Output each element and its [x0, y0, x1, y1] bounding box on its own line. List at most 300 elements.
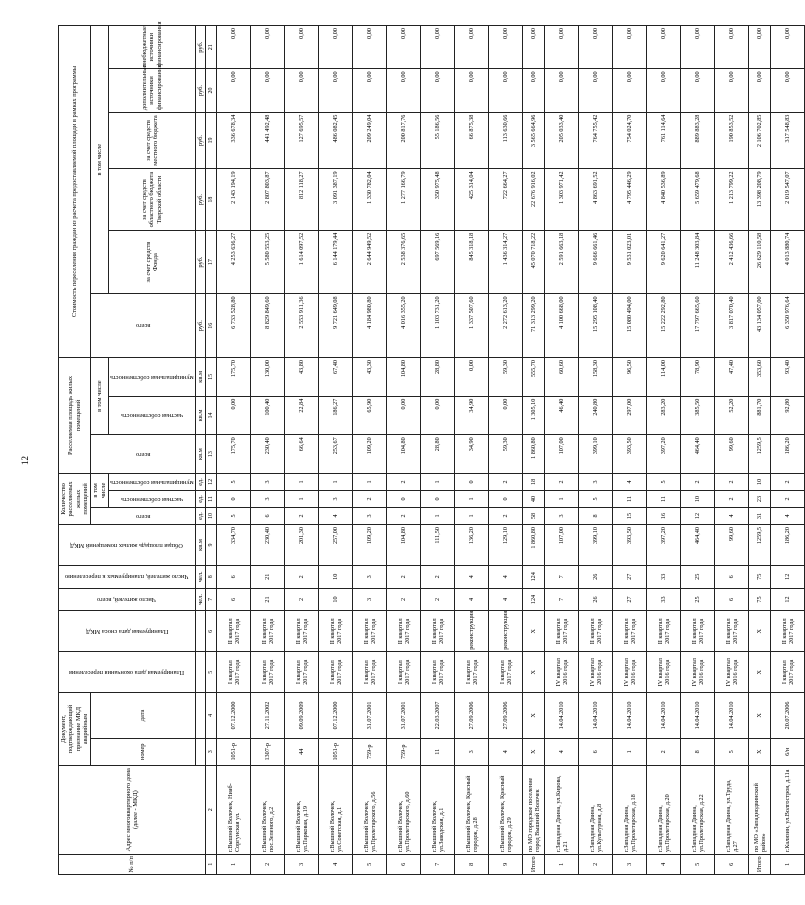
- table-cell: 3: [545, 507, 579, 524]
- table-cell: IV квартал 2016 года: [579, 652, 613, 693]
- table-cell: 26 629 110,58: [749, 230, 771, 294]
- table-cell: 297,00: [613, 396, 647, 435]
- table-cell: 5: [715, 738, 749, 765]
- table-row: [285, 26, 319, 875]
- table-cell: 60,60: [545, 358, 579, 397]
- header-qty-rooms: Количество расселяемых жилых помещений: [59, 473, 91, 524]
- table-cell: 2 272 613,20: [489, 294, 523, 358]
- table-cell: 2: [489, 473, 523, 490]
- table-body: [206, 26, 805, 875]
- table-cell: 8: [579, 507, 613, 524]
- table-cell: 2 591 663,18: [545, 230, 579, 294]
- table-cell: 12: [771, 565, 805, 588]
- table-cell: 845 318,18: [455, 230, 489, 294]
- table-cell: 2 412 436,66: [715, 230, 749, 294]
- table-cell: 07.12.2000: [217, 693, 251, 738]
- table-row: [613, 26, 647, 875]
- header-area-incl: в том числе: [91, 358, 109, 435]
- table-cell: 1051-р: [319, 738, 353, 765]
- table-cell: 722 664,27: [489, 169, 523, 230]
- table-cell: 0,00: [489, 396, 523, 435]
- table-cell: 71 313 299,20: [523, 294, 545, 358]
- table-cell: 25: [681, 565, 715, 588]
- unit-units-11: ед.: [195, 490, 205, 507]
- header-area-total: всего: [91, 435, 195, 474]
- unit-blank-3: [195, 738, 205, 765]
- table-cell: 10: [681, 490, 715, 507]
- table-cell: 11: [613, 490, 647, 507]
- column-number: 1: [206, 854, 217, 874]
- column-number: 12: [206, 473, 217, 490]
- table-cell: 3: [319, 490, 353, 507]
- table-cell: 1307-р: [251, 738, 285, 765]
- table-cell: по МО «Западнодвинский район»: [749, 765, 771, 854]
- header-doc-number: номер: [91, 738, 195, 765]
- table-cell: 0,00: [771, 26, 805, 69]
- unit-units-10: ед.: [195, 507, 205, 524]
- table-cell: 0,00: [749, 69, 771, 112]
- table-cell: 92,80: [771, 396, 805, 435]
- table-cell: 0,00: [387, 26, 421, 69]
- table-cell: 22 676 916,02: [523, 169, 545, 230]
- table-cell: 1 213 799,22: [715, 169, 749, 230]
- table-cell: 114,00: [647, 358, 681, 397]
- table-cell: 0,00: [579, 26, 613, 69]
- table-cell: II квартал 2017 года: [613, 611, 647, 652]
- table-cell: 33: [647, 588, 681, 611]
- table-cell: I квартал 2017 года: [217, 652, 251, 693]
- table-cell: 2 807 803,87: [251, 169, 285, 230]
- table-cell: 47,40: [715, 358, 749, 397]
- table-cell: 3 565 664,96: [523, 112, 545, 169]
- table-cell: 0,00: [613, 26, 647, 69]
- table-cell: 3: [353, 507, 387, 524]
- table-cell: г.Западная Двина, ул.Пролетарская, д.18: [613, 765, 647, 854]
- table-cell: 3: [613, 854, 647, 874]
- column-number: 7: [206, 588, 217, 611]
- table-cell: 4 253 636,27: [217, 230, 251, 294]
- table-cell: 6 350 976,64: [771, 294, 805, 358]
- table-cell: 44: [285, 738, 319, 765]
- table-cell: 34,90: [455, 435, 489, 474]
- table-cell: 2: [715, 473, 749, 490]
- header-area-private: частная собственность: [109, 396, 196, 435]
- table-cell: реконструкция: [489, 611, 523, 652]
- table-cell: 1 277 166,79: [387, 169, 421, 230]
- table-cell: 4: [319, 507, 353, 524]
- table-cell: 6: [715, 854, 749, 874]
- table-cell: 2: [545, 473, 579, 490]
- table-cell: 124: [523, 588, 545, 611]
- table-cell: г.Калязин, ул.Волгостроя, д.11а: [771, 765, 805, 854]
- table-cell: II квартал 2017 года: [251, 611, 285, 652]
- table-cell: 26: [579, 588, 613, 611]
- table-cell: г.Западная Двина, ул.Труда, д.27: [715, 765, 749, 854]
- table-cell: 761 114,64: [647, 112, 681, 169]
- table-cell: 58: [523, 507, 545, 524]
- table-cell: 0,00: [489, 69, 523, 112]
- table-cell: 1259,5: [749, 435, 771, 474]
- header-cost-extra2: внебюджетные источники финансирования: [109, 26, 196, 69]
- table-cell: 3: [285, 854, 319, 874]
- table-cell: 3: [251, 490, 285, 507]
- table-cell: 2: [715, 490, 749, 507]
- table-cell: 14.04.2010: [715, 693, 749, 738]
- table-cell: 1051-р: [217, 738, 251, 765]
- unit-rub-16: руб.: [195, 294, 205, 358]
- column-number: 2: [206, 765, 217, 854]
- table-cell: 190 853,52: [715, 112, 749, 169]
- column-number: 11: [206, 490, 217, 507]
- table-cell: 78,90: [681, 358, 715, 397]
- total-row: [749, 26, 771, 875]
- table-cell: 8: [455, 854, 489, 874]
- table-cell: 43,30: [353, 358, 387, 397]
- column-number: 5: [206, 652, 217, 693]
- table-cell: 2: [387, 473, 421, 490]
- table-cell: 1: [353, 473, 387, 490]
- unit-people-8: чел.: [195, 565, 205, 588]
- table-cell: 0,00: [421, 26, 455, 69]
- table-cell: 31: [749, 507, 771, 524]
- table-cell: II квартал 2017 года: [387, 611, 421, 652]
- header-cost-incl: в том числе: [91, 26, 109, 294]
- table-cell: 13 398 208,79: [749, 169, 771, 230]
- table-cell: 889 883,28: [681, 112, 715, 169]
- column-number: 6: [206, 611, 217, 652]
- column-number: 20: [206, 69, 217, 112]
- table-cell: 2 553 911,36: [285, 294, 319, 358]
- table-cell: 1 305,10: [523, 396, 545, 435]
- table-cell: 15 080 494,00: [613, 294, 647, 358]
- table-cell: 4: [647, 854, 681, 874]
- table-cell: 385,50: [681, 396, 715, 435]
- table-cell: IV квартал 2016 года: [613, 652, 647, 693]
- unit-rub-19: руб.: [195, 112, 205, 169]
- table-row: [455, 26, 489, 875]
- table-row: [489, 26, 523, 875]
- table-cell: 130,00: [251, 358, 285, 397]
- header-demolish-date: Планируемая дата сноса МКД: [59, 611, 196, 652]
- table-cell: 0,00: [715, 26, 749, 69]
- column-number: 18: [206, 169, 217, 230]
- table-cell: 0,00: [421, 396, 455, 435]
- table-cell: 230,40: [251, 525, 285, 566]
- header-residents-planned: Число жителей, планируемых к переселению: [59, 565, 196, 588]
- table-cell: 0,00: [545, 26, 579, 69]
- table-cell: 1 860,80: [523, 525, 545, 566]
- resettlement-table: [58, 21, 805, 875]
- table-cell: 4: [613, 473, 647, 490]
- table-cell: г.Вышний Волочек, Красный городок, д.29: [489, 765, 523, 854]
- table-cell: X: [523, 693, 545, 738]
- table-cell: 0,00: [523, 69, 545, 112]
- unit-sqm-9: кв.м: [195, 525, 205, 566]
- table-cell: 5 580 553,25: [251, 230, 285, 294]
- table-cell: 15: [613, 507, 647, 524]
- header-area-municipal: муниципальная собственность: [109, 358, 196, 397]
- header-cost-local: за счет средств местного бюджета: [109, 112, 196, 169]
- table-cell: 17 797 665,60: [681, 294, 715, 358]
- table-cell: 393,50: [613, 525, 647, 566]
- table-cell: 764 755,42: [579, 112, 613, 169]
- table-cell: 14.04.2010: [545, 693, 579, 738]
- table-cell: I квартал 2017 года: [455, 652, 489, 693]
- header-doc-date: дата: [91, 693, 195, 738]
- table-cell: по МО городское поселение город Вышний Волочек: [523, 765, 545, 854]
- table-cell: 3: [251, 473, 285, 490]
- table-cell: 27.09.2006: [489, 693, 523, 738]
- total-row: [523, 26, 545, 875]
- table-cell: II квартал 2017 года: [353, 611, 387, 652]
- table-cell: 107,00: [545, 525, 579, 566]
- table-cell: 1: [545, 490, 579, 507]
- table-cell: 397,20: [647, 435, 681, 474]
- table-cell: 0: [217, 490, 251, 507]
- table-cell: 6: [217, 565, 251, 588]
- table-cell: г.Западная Двина, ул.Пролетарская, д.22: [681, 765, 715, 854]
- table-cell: 4: [489, 738, 523, 765]
- table-cell: 5: [579, 490, 613, 507]
- table-cell: 186,20: [771, 435, 805, 474]
- table-cell: 283,20: [647, 396, 681, 435]
- header-row-sub: [91, 26, 109, 875]
- table-cell: 205 033,40: [545, 112, 579, 169]
- table-cell: 5: [353, 854, 387, 874]
- table-cell: 109,20: [353, 435, 387, 474]
- table-cell: 759-р: [387, 738, 421, 765]
- table-cell: I квартал 2017 года: [285, 652, 319, 693]
- table-cell: 14.04.2010: [647, 693, 681, 738]
- table-cell: 67,40: [319, 358, 353, 397]
- header-total-area: Общая площадь жилых помещений МКД: [59, 525, 196, 566]
- column-number: 21: [206, 26, 217, 69]
- table-cell: 555,70: [523, 358, 545, 397]
- unit-blank-4: [195, 693, 205, 738]
- table-cell: 336 678,34: [217, 112, 251, 169]
- table-cell: 4: [489, 565, 523, 588]
- table-cell: IV квартал 2016 года: [715, 652, 749, 693]
- table-cell: 0,00: [771, 69, 805, 112]
- table-cell: 1 337 507,60: [455, 294, 489, 358]
- table-cell: 59,30: [489, 358, 523, 397]
- table-cell: 104,80: [387, 358, 421, 397]
- table-cell: 22,84: [285, 396, 319, 435]
- table-cell: 812 118,27: [285, 169, 319, 230]
- table-cell: 0,00: [217, 69, 251, 112]
- table-cell: Итого: [523, 854, 545, 874]
- unit-sqm-15: кв.м: [195, 358, 205, 397]
- table-cell: 2 106 702,85: [749, 112, 771, 169]
- column-number: 13: [206, 435, 217, 474]
- table-cell: 16: [647, 507, 681, 524]
- table-cell: 4: [455, 588, 489, 611]
- table-cell: 8 829 849,60: [251, 294, 285, 358]
- table-cell: 425 314,04: [455, 169, 489, 230]
- table-cell: 175,70: [217, 358, 251, 397]
- table-cell: 31.07.2001: [387, 693, 421, 738]
- table-row: [771, 26, 805, 875]
- table-cell: г.Вышний Волочек, ул.Заводская, д.1: [421, 765, 455, 854]
- table-cell: г.Вышний Волочек, ул.Пролетарского, д.56: [353, 765, 387, 854]
- table-cell: 1: [771, 854, 805, 874]
- table-cell: 0: [489, 490, 523, 507]
- header-area-rooms: Расселяемая площадь жилых помещений: [59, 358, 91, 474]
- header-cost-extra: дополнительные источники финансирования: [109, 69, 196, 112]
- header-qty-private: частная собственность: [109, 490, 196, 507]
- table-cell: 2: [387, 588, 421, 611]
- table-cell: 441 492,48: [251, 112, 285, 169]
- table-cell: 1: [545, 854, 579, 874]
- table-cell: I квартал 2017 года: [489, 652, 523, 693]
- table-cell: 2: [285, 565, 319, 588]
- table-cell: 399,10: [579, 435, 613, 474]
- table-cell: 5: [217, 473, 251, 490]
- table-cell: IV квартал 2016 года: [545, 652, 579, 693]
- table-cell: 9 620 641,27: [647, 230, 681, 294]
- table-cell: 464,40: [681, 525, 715, 566]
- column-number: 17: [206, 230, 217, 294]
- table-cell: 2: [387, 507, 421, 524]
- table-cell: 399,10: [579, 525, 613, 566]
- header-cost: Стоимость переселения граждан из расчета предоставляемой площади в рамках программы: [59, 26, 91, 358]
- header-address: Адрес многоквартирного дома (далее - МКД): [59, 765, 206, 854]
- table-cell: 96,50: [613, 358, 647, 397]
- column-number-row: [206, 26, 217, 875]
- table-cell: X: [749, 693, 771, 738]
- table-cell: 253,67: [319, 435, 353, 474]
- table-cell: 2: [251, 854, 285, 874]
- table-cell: 27: [613, 565, 647, 588]
- column-number: 9: [206, 525, 217, 566]
- table-cell: 6: [715, 565, 749, 588]
- table-cell: 0,00: [387, 396, 421, 435]
- column-number: 10: [206, 507, 217, 524]
- table-cell: 1: [421, 507, 455, 524]
- table-cell: 10: [749, 473, 771, 490]
- table-cell: 127 695,57: [285, 112, 319, 169]
- table-cell: 21: [251, 565, 285, 588]
- table-cell: 0,00: [217, 396, 251, 435]
- table-cell: 1: [455, 507, 489, 524]
- table-row: [353, 26, 387, 875]
- table-cell: 397,20: [647, 525, 681, 566]
- header-qty-total: всего: [91, 507, 195, 524]
- table-cell: 0,00: [285, 26, 319, 69]
- table-cell: 2 019 547,07: [771, 169, 805, 230]
- table-cell: I квартал 2017 года: [421, 652, 455, 693]
- table-cell: 7: [545, 588, 579, 611]
- table-cell: 5: [217, 507, 251, 524]
- header-row-main: [59, 26, 91, 875]
- table-cell: 317 548,83: [771, 112, 805, 169]
- table-cell: 6 144 179,44: [319, 230, 353, 294]
- column-number: 19: [206, 112, 217, 169]
- table-cell: 0,00: [681, 26, 715, 69]
- table-cell: II квартал 2017 года: [715, 611, 749, 652]
- table-cell: 22.03.2007: [421, 693, 455, 738]
- table-cell: г.Западная Двина, ул.Культурная, д.8: [579, 765, 613, 854]
- table-cell: II квартал 2017 года: [319, 611, 353, 652]
- table-cell: 2: [387, 565, 421, 588]
- table-cell: X: [523, 738, 545, 765]
- table-cell: II квартал 2017 года: [421, 611, 455, 652]
- page-number: 12: [20, 456, 30, 465]
- table-cell: 75: [749, 588, 771, 611]
- table-cell: 2: [353, 490, 387, 507]
- table-cell: 0,00: [455, 26, 489, 69]
- unit-units-12: ед.: [195, 473, 205, 490]
- table-cell: 4: [715, 507, 749, 524]
- table-row: [319, 26, 353, 875]
- table-cell: 23: [749, 490, 771, 507]
- table-cell: 1: [217, 854, 251, 874]
- table-cell: 486 082,45: [319, 112, 353, 169]
- table-cell: 18: [523, 473, 545, 490]
- table-cell: 14.04.2010: [681, 693, 715, 738]
- table-cell: 3: [353, 588, 387, 611]
- table-cell: 66,64: [285, 435, 319, 474]
- table-cell: 52,20: [715, 396, 749, 435]
- table-cell: 6: [251, 507, 285, 524]
- table-cell: 1: [455, 490, 489, 507]
- table-cell: 09.09.2009: [285, 693, 319, 738]
- table-cell: Итого: [749, 854, 771, 874]
- table-cell: 10: [319, 588, 353, 611]
- table-cell: 34,90: [455, 396, 489, 435]
- unit-rub-20: руб.: [195, 69, 205, 112]
- table-cell: 0,00: [387, 69, 421, 112]
- table-cell: 2: [285, 507, 319, 524]
- table-cell: 11 248 303,84: [681, 230, 715, 294]
- table-cell: 66 875,38: [455, 112, 489, 169]
- table-cell: 4 840 536,89: [647, 169, 681, 230]
- table-cell: 11: [647, 490, 681, 507]
- table-cell: 45 070 718,22: [523, 230, 545, 294]
- table-cell: IV квартал 2016 года: [647, 652, 681, 693]
- table-cell: 754 024,70: [613, 112, 647, 169]
- table-cell: 3 817 070,40: [715, 294, 749, 358]
- table-cell: реконструкция: [455, 611, 489, 652]
- table-cell: 136,20: [455, 525, 489, 566]
- table-cell: 0,00: [455, 358, 489, 397]
- table-cell: 1259,5: [749, 525, 771, 566]
- table-cell: 6/н: [771, 738, 805, 765]
- table-cell: 65,90: [353, 396, 387, 435]
- table-cell: II квартал 2017 года: [217, 611, 251, 652]
- table-cell: 2: [681, 473, 715, 490]
- table-cell: 28,80: [421, 435, 455, 474]
- table-cell: 27.11.2002: [251, 693, 285, 738]
- table-cell: 257,00: [319, 525, 353, 566]
- table-cell: 1 330 782,04: [353, 169, 387, 230]
- table-row: [251, 26, 285, 875]
- table-cell: 0,00: [613, 69, 647, 112]
- table-cell: I квартал 2017 года: [251, 652, 285, 693]
- table-cell: 4 016 355,20: [387, 294, 421, 358]
- table-cell: 1: [285, 490, 319, 507]
- table-cell: 1: [285, 473, 319, 490]
- table-cell: 6 733 528,80: [217, 294, 251, 358]
- table-cell: 158,30: [579, 358, 613, 397]
- table-cell: 4 013 880,74: [771, 230, 805, 294]
- table-cell: 113 630,66: [489, 112, 523, 169]
- table-cell: 9 531 023,01: [613, 230, 647, 294]
- table-cell: 2: [421, 565, 455, 588]
- header-residents: Число жителей, всего: [59, 588, 196, 611]
- table-cell: 350 975,48: [421, 169, 455, 230]
- table-cell: 0: [387, 490, 421, 507]
